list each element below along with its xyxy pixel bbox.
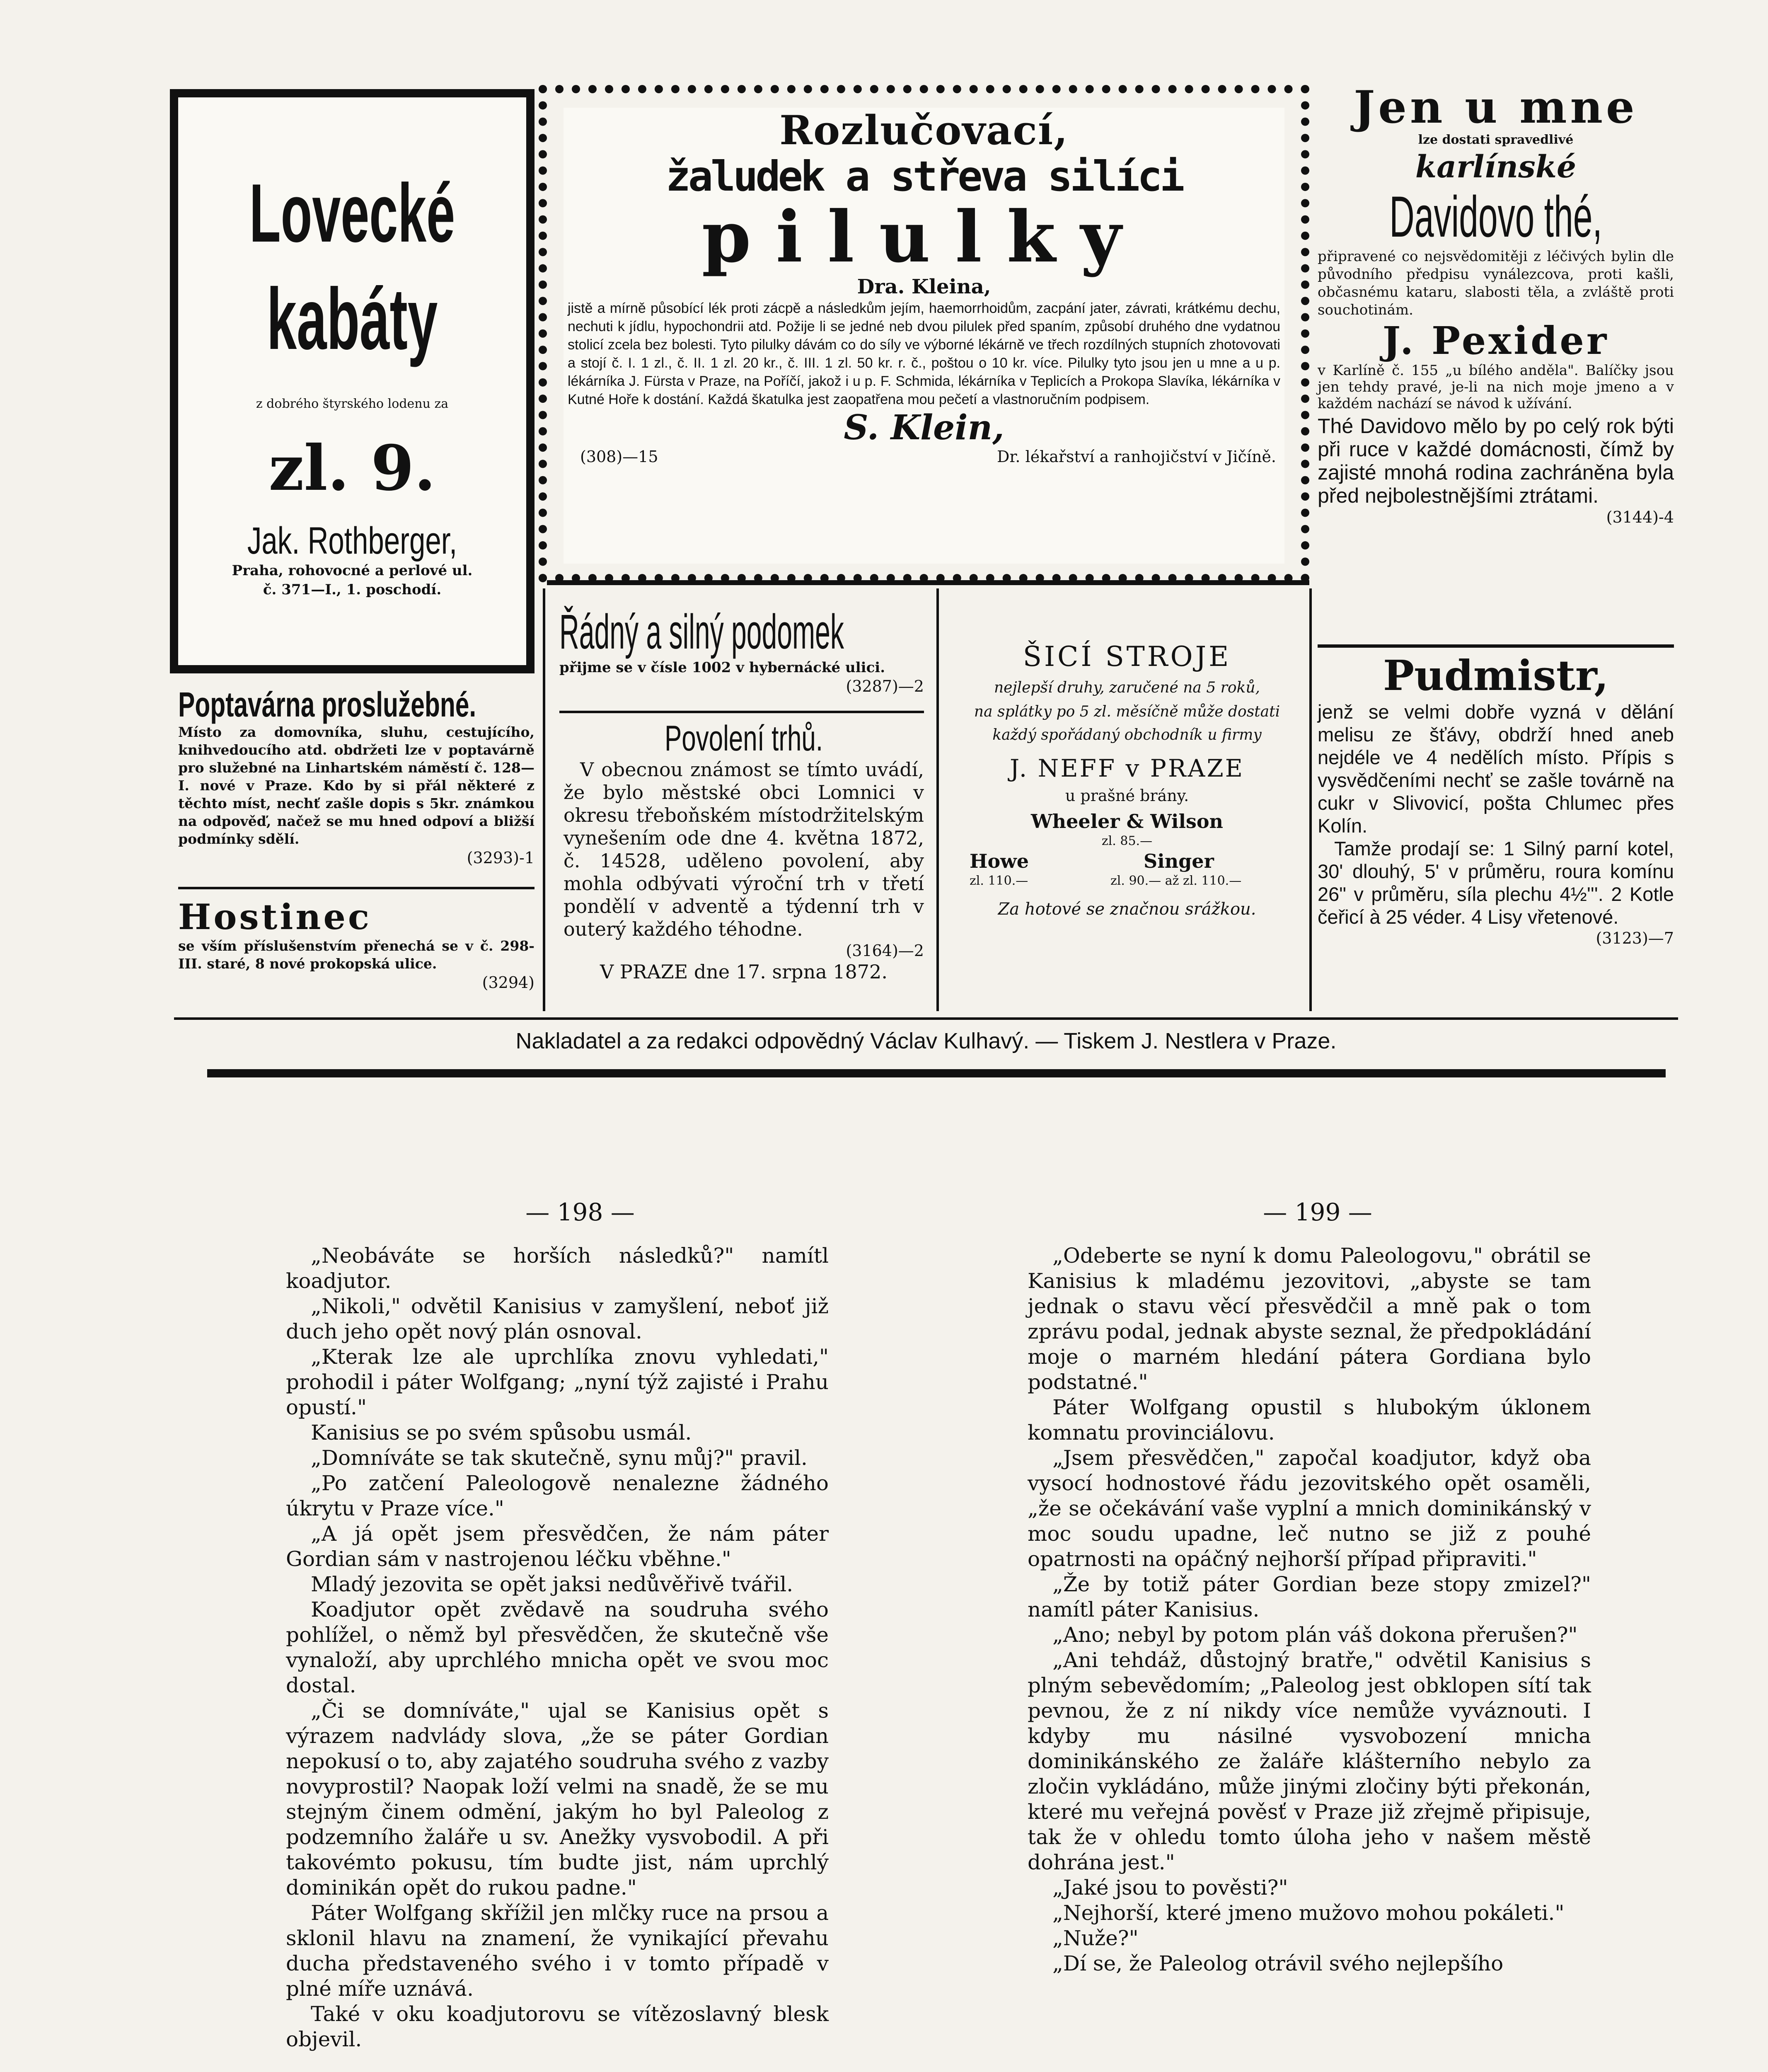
paragraph: „Nikoli," odvětil Kanisius v zamyšlení, neboť již duch jeho opět nový plán osnoval.	[286, 1294, 829, 1343]
ad-inn	[178, 897, 535, 992]
paragraph: „Dí se, že Paleolog otrávil svého nejlepšího	[1052, 1951, 1504, 1975]
ad-pills-line-2: žaludek a střeva silíci	[665, 152, 1183, 201]
ad-sewing-title: ŠICÍ STROJE	[1023, 641, 1231, 673]
paragraph: „Že by totiž páter Gordian beze stopy zmizel?" namítl páter Kanisius.	[1028, 1572, 1591, 1622]
ad-apprentice-ref: (3287)—2	[846, 677, 924, 695]
ad-pills-body: jistě a mírně působící lék proti zácpě a následkům jejím, haemorrhoidům, zacpání jater, závrati, krátkému dechu, nechuti k jídlu, hypochondrii atd. Požije li se jedné neb dvou pilulek před spaním, způsobí druhého dne vydatnou stolicí zcela bez bolesti. Tyto pilulky dávám co do síly ve výborné lékárně ve třech rozdílných stupních zhotovovati a stojí č. I. 1 zl., č. II. 1 zl. 20 kr., č. III. 1 zl. 50 kr. r. č., poštou o 10 kr. více. Pilulky tyto jsou jen u mne a u p. lékárníka J. Fürsta v Praze, na Poříčí, jakož i u p. F. Schmida, lékárníka v Teplicích a Prokopa Slavíka, lékárníka v Kutné Hoře k dostání. Každá škatulka jest zaopatřena mou pečetí a vlastnoručním podpisem.	[568, 300, 1280, 407]
ad-inn-title: Hostinec	[178, 896, 372, 937]
ad-servants-body: Místo za domovníka, sluhu, cestujícího, knihvedoucího atd. obdržeti lze v poptavárně pro služebné na Linhartském náměstí č. 128—I. nové v Praze. Kdo by si přál některé z těchto míst, nechť zašle dopis s 5kr. známkou na odpověď, načež se mu hned odpoví a bližší podmínky sdělí.	[178, 724, 535, 847]
ad-market-dateline: V PRAZE dne 17. srpna 1872.	[600, 961, 888, 983]
page-right-text	[1028, 1243, 1591, 1976]
page-left-text	[286, 1243, 829, 2052]
column-rule-1	[543, 588, 545, 1011]
ad-market	[564, 719, 924, 983]
ad-tea-body-3: Thé Davidovo mělo by po celý rok býti při ruce v každé domácnosti, čímž by zajisté mnohá rodina zachráněna byla před nejbolestnějšími ztrátami.	[1318, 414, 1674, 507]
ad-pills	[564, 108, 1284, 564]
paragraph: Také v oku koadjutorovu se vítězoslavný blesk objevil.	[286, 2002, 829, 2051]
ad-sewing-footer: Za hotové se značnou srážkou.	[998, 900, 1256, 919]
paragraph: Kanisius se po svém spůsobu usmál.	[311, 1421, 692, 1445]
page-number-right: — 199 —	[1263, 1198, 1372, 1226]
ad-apprentice	[559, 605, 924, 696]
ad-pills-ref: (308)—15	[580, 448, 658, 466]
ad-inn-body: se vším příslušenstvím přenechá se v č. 298-III. staré, 8 nové prokopská ulice.	[178, 938, 535, 972]
ad-hunting-coats-title-1: Lovecké	[249, 167, 455, 259]
paragraph: „Odeberte se nyní k domu Paleologovu," obrátil se Kanisius k mladému jezovitovi, „abyste se tam jednak o stavu věcí přesvědčil a mně pak o tom zprávu podal, jednak abyste seznal, že předpokládání moje o marném hledání pátera Gordiana bylo podstatné."	[1028, 1244, 1591, 1394]
page-number-left: — 198 —	[525, 1198, 635, 1226]
ad-sewing-script-1: nejlepší druhy, zaručené na 5 roků,	[994, 679, 1260, 696]
ad-tea	[1318, 83, 1674, 638]
ad-apprentice-body: přijme se v čísle 1002 v hybernácké ulici.	[559, 659, 885, 676]
ad-sugar	[1318, 651, 1674, 948]
ad-tea-line-1: Jen u mne	[1354, 81, 1638, 133]
paragraph: Páter Wolfgang opustil s hlubokým úklonem komnatu provinciálovu.	[1028, 1395, 1591, 1445]
ad-sugar-ref: (3123)—7	[1596, 929, 1674, 947]
ad-sewing-brand-1-price: zl. 85.—	[1101, 834, 1153, 848]
paragraph: „Ani tehdáž, důstojný bratře," odvětil Kanisius s plným sebevědomím; „Paleolog jest obklopen sítí tak pevnou, že z ní nikdy více nemůže vyváznouti. I kdyby mu násilné vysvobození mnicha dominikánského ze žaláře klášterního nebylo za zločin vykládáno, může jinými zločiny býti překonán, které mu veřejná pověsť v Praze již zřejmě připisuje, tak že v ohledu tomto úloha jeho v našem městě dohrána jest."	[1028, 1648, 1591, 1874]
column-rule-3	[1309, 588, 1312, 1011]
ad-tea-line-3: karlínské	[1415, 149, 1577, 185]
paragraph: Mladý jezovita se opět jaksi nedůvěřivě tvářil.	[311, 1572, 793, 1596]
paragraph: Páter Wolfgang skřížil jen mlčky ruce na prsou a sklonil hlavu na znamení, že vynikající převahu ducha představeného svého i v tomto případě v plné míře uznává.	[286, 1901, 829, 2001]
ad-tea-body-2: v Karlíně č. 155 „u bílého anděla". Balíčky jsou jen tehdy pravé, je-li na nich moje jmeno a v každém nachází se návod k užívání.	[1318, 362, 1674, 412]
ad-sewing	[953, 638, 1301, 922]
paragraph: „Jaké jsou to pověsti?"	[1052, 1876, 1288, 1900]
right-col-rule	[1318, 644, 1674, 648]
ad-market-title: Povolení trhů.	[664, 719, 823, 758]
imprint	[174, 1028, 1678, 1054]
ad-tea-body: připravené co nejsvědomitěji z léčivých bylin dle původního předpisu vynálezcova, proti kašli, občasnému kataru, slabosti těla, a zvláště proti souchotinám.	[1318, 248, 1674, 318]
paragraph: „Či se domníváte," ujal se Kanisius opět s výrazem nadvlády slova, „že se páter Gordian nepokusí o to, aby zajatého soudruha svého z vazby novyprostil? Naopak loží velmi na snadě, že se mu stejným činem odmění, jakým ho byl Paleolog z podzemního žaláře u sv. Anežky vysvobodil. A při takovémto pokusu, tím budte jist, nám uprchlý dominikán opět do rukou padne."	[286, 1699, 829, 1900]
ad-sewing-brand-2: Howe	[970, 850, 1029, 872]
ad-hunting-coats-price: zl. 9.	[268, 432, 436, 505]
ad-inn-ref: (3294)	[482, 973, 535, 992]
ad-tea-line-4: Davidovo thé,	[1389, 184, 1602, 249]
imprint-rule-bottom	[207, 1069, 1666, 1077]
paragraph: „Domníváte se tak skutečně, synu můj?" pravil.	[311, 1446, 808, 1470]
paragraph: „Kterak lze ale uprchlíka znovu vyhledati," prohodil i páter Wolfgang; „nyní týž zajisté i Prahu opustí."	[286, 1345, 829, 1419]
page-right	[1028, 1243, 1591, 1976]
ad-pills-line-1: Rozlučovací,	[779, 107, 1069, 154]
ad-apprentice-title: Řádný a silný podomek	[559, 605, 844, 659]
ad-hunting-coats-address-1: Praha, rohovocné a perlové ul.	[232, 562, 473, 579]
ad-sewing-brand-2-price: zl. 110.—	[970, 874, 1028, 888]
ad-sewing-firm: J. NEFF v PRAZE	[1009, 754, 1245, 782]
ad-pills-title-sig: Dr. lékařství a ranhojičství v Jičíně.	[996, 448, 1276, 466]
paragraph: Koadjutor opět zvědavě na soudruha svého pohlížel, o němž byl přesvědčen, že skutečně vše vynaloží, aby uprchlého mnicha opět ve svou moc dostal.	[286, 1598, 829, 1697]
apprentice-rule	[559, 711, 924, 713]
ad-pills-line-3: pilulky	[701, 196, 1146, 278]
ad-tea-merchant: J. Pexider	[1382, 318, 1609, 363]
ad-servants-title: Poptavárna proslužebné.	[178, 685, 476, 724]
ad-market-ref: (3164)—2	[846, 942, 924, 960]
ad-sewing-location: u prašné brány.	[1065, 787, 1189, 805]
imprint-text: Nakladatel a za redakci odpovědný Václav Kulhavý. — Tiskem J. Nestlera v Praze.	[515, 1029, 1337, 1053]
ad-hunting-coats-title-2: kabáty	[266, 270, 438, 368]
column-rule-2	[936, 588, 939, 1011]
ad-tea-line-2: lze dostati spravedlivé	[1418, 133, 1574, 147]
ad-sewing-script-2: na splátky po 5 zl. měsíčně může dostati každý spořádaný obchodník u firmy	[974, 703, 1280, 743]
ad-servants	[178, 686, 535, 868]
ad-pills-signature: S. Klein,	[844, 408, 1004, 448]
ad-sewing-brand-3: Singer	[1144, 850, 1214, 872]
imprint-rule-top	[174, 1017, 1678, 1020]
ad-sugar-title: Pudmistr,	[1383, 651, 1609, 700]
ad-sugar-body: jenž se velmi dobře vyzná v dělání melisu ze šťávy, obdrží hned aneb nejdéle ve 4 nedělích místo. Přípis s vysvědčeními nechť se zašle továrně na cukr v Slivovicí, pošta Chlumec přes Kolín.	[1318, 701, 1674, 837]
ad-market-body: V obecnou známost se tímto uvádí, že bylo městské obci Lomnici v okresu třeboňském místodržitelským vynešením ode dne 4. května 1872, č. 14528, uděleno povolení, aby mohla odbývati výroční trh v třetí pondělí v adventě a týdenní trh v outerý každého téhodne.	[564, 758, 924, 940]
paragraph: „Jsem přesvědčen," započal koadjutor, když oba vysocí hodnostové řádu jezovitského opět osaměli, „že se očekávání vaše vyplní a mnich dominikánský v moc soudu upadne, leč nutno se již z pouhé opatrnosti na opáčný nejhorší případ připraviti."	[1028, 1446, 1591, 1571]
ad-sewing-brand-1: Wheeler & Wilson	[1031, 810, 1223, 833]
ad-servants-ref: (3293)-1	[467, 849, 535, 867]
paragraph: „Po zatčení Paleologově nenalezne žádného úkrytu v Praze více."	[286, 1471, 829, 1520]
top-left-col-rule	[547, 580, 1309, 585]
servants-rule	[178, 887, 535, 889]
paragraph: „Nejhorší, které jmeno mužovo mohou pokáleti."	[1052, 1901, 1565, 1925]
ad-sugar-body-2: Tamže prodají se: 1 Silný parní kotel, 30' dlouhý, 5' v průměru, roura komínu 26" v průměru, síla plechu 4½'''. 2 Kotle čeřicí à 25 véder. 4 Lisy vřetenové.	[1318, 838, 1674, 928]
ad-hunting-coats-address-2: č. 371—I., 1. poschodí.	[263, 581, 442, 598]
paragraph: „Ano; nebyl by potom plán váš dokona přerušen?"	[1052, 1623, 1578, 1647]
ad-hunting-coats-merchant: Jak. Rothberger,	[247, 520, 457, 562]
ad-hunting-coats	[170, 89, 535, 673]
ad-pills-doctor: Dra. Kleina,	[857, 275, 991, 298]
paragraph: „Neobáváte se horších následků?" namítl koadjutor.	[286, 1244, 829, 1293]
ad-sewing-brand-3-price: zl. 90.— až zl. 110.—	[1110, 874, 1242, 888]
ad-tea-ref: (3144)-4	[1606, 508, 1674, 526]
paragraph: „Nuže?"	[1052, 1926, 1139, 1950]
page-left	[286, 1243, 829, 2052]
ad-hunting-coats-subtitle: z dobrého štyrského lodenu za	[256, 397, 449, 411]
paragraph: „A já opět jsem přesvědčen, že nám páter Gordian sám v nastrojenou léčku vběhne."	[286, 1522, 829, 1571]
